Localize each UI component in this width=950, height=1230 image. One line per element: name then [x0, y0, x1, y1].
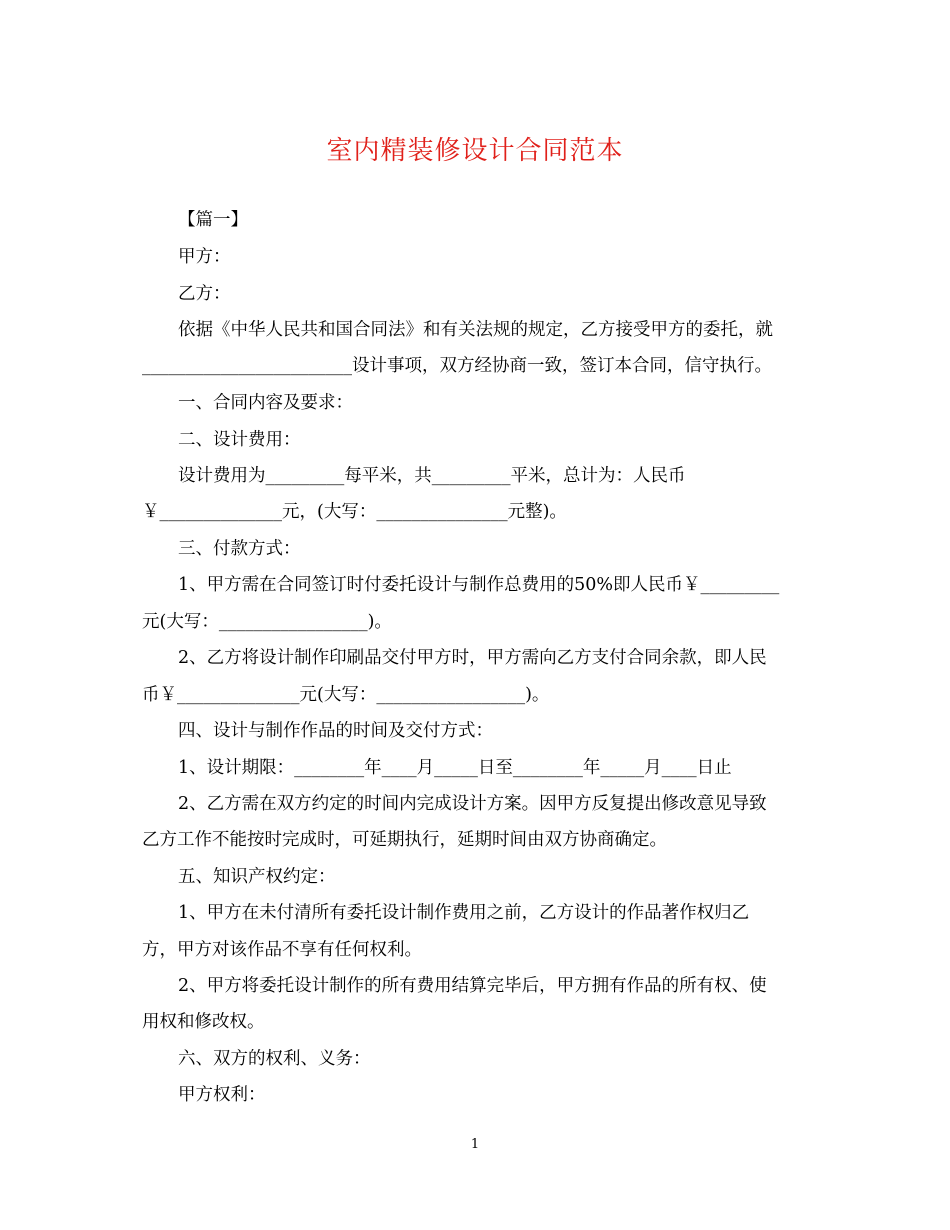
page-number: 1 [470, 1137, 480, 1152]
section-heading: 三、付款方式： [178, 539, 301, 559]
section-heading: 五、知识产权约定： [178, 867, 336, 887]
section-label-part-one: 【篇一】 [178, 210, 248, 230]
party-a-line: 甲方： [178, 247, 231, 267]
paragraph-line: 设计费用为_________每平米，共_________平米，总计为：人民币 [178, 466, 686, 486]
paragraph-line: 方，甲方对该作品不享有任何权利。 [142, 940, 422, 960]
paragraph-line: 2、乙方需在双方约定的时间内完成设计方案。因甲方反复提出修改意见导致 [178, 794, 767, 814]
paragraph-line: 甲方权利： [178, 1085, 266, 1105]
paragraph-line: ￥______________元，(大写：_______________元整)。 [142, 502, 567, 522]
paragraph-line: 币￥______________元(大写：_________________)。 [142, 685, 550, 705]
party-b-line: 乙方： [178, 284, 231, 304]
section-heading: 六、双方的权利、义务： [178, 1049, 371, 1069]
paragraph-line: 2、甲方将委托设计制作的所有费用结算完毕后，甲方拥有作品的所有权、使 [178, 976, 767, 996]
paragraph-line: ________________________设计事项，双方经协商一致，签订本合同，信守执行。 [142, 356, 772, 376]
document-title: 室内精装修设计合同范本 [326, 136, 624, 166]
paragraph-line: 依据《中华人民共和国合同法》和有关法规的规定，乙方接受甲方的委托，就 [178, 320, 773, 340]
paragraph-line: 2、乙方将设计制作印刷品交付甲方时，甲方需向乙方支付合同余款，即人民 [178, 648, 767, 668]
paragraph-line: 元(大写：_________________)。 [142, 612, 392, 632]
section-heading: 四、设计与制作作品的时间及交付方式： [178, 721, 493, 741]
paragraph-line: 乙方工作不能按时完成时，可延期执行，延期时间由双方协商确定。 [142, 830, 667, 850]
paragraph-line: 1、甲方在未付清所有委托设计制作费用之前，乙方设计的作品著作权归乙 [178, 903, 750, 923]
section-heading: 一、合同内容及要求： [178, 393, 353, 413]
paragraph-line: 用权和修改权。 [142, 1012, 265, 1032]
paragraph-line: 1、设计期限：________年____月_____日至________年_____月____日止 [178, 758, 732, 778]
section-heading: 二、设计费用： [178, 430, 301, 450]
paragraph-line: 1、甲方需在合同签订时付委托设计与制作总费用的50%即人民币￥_________ [178, 575, 780, 595]
